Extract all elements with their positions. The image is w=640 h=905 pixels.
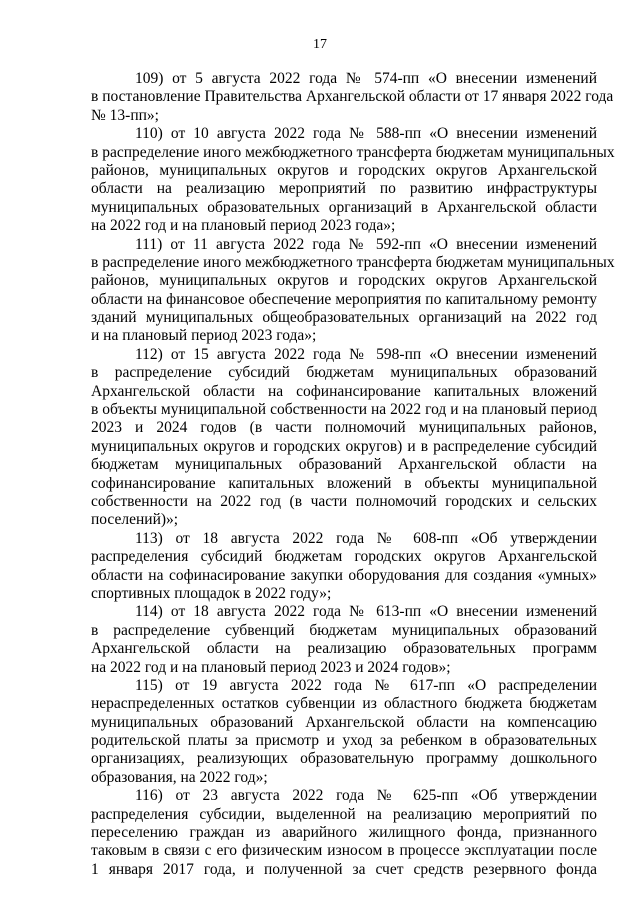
paragraph-line: в распределение субвенций бюджетам муниципальных образований: [91, 621, 597, 639]
paragraph-line: 114) от 18 августа 2022 года № 613-пп «О внесении изменений: [135, 603, 597, 621]
list-item-paragraph: [91, 677, 597, 787]
paragraph-line: нераспределенных остатков субвенции из областного бюджета бюджетам: [91, 695, 597, 713]
paragraph-line: 115) от 19 августа 2022 года № 617-пп «О распределении: [135, 676, 597, 694]
paragraph-line: в распределение субсидий бюджетам муниципальных образований: [91, 364, 597, 382]
paragraph-line: 2023 и 2024 годов (в части полномочий муниципальных районов,: [91, 419, 597, 437]
paragraph-line: 109) от 5 августа 2022 года № 574-пп «О внесении изменений: [135, 70, 597, 87]
paragraph-line: таковым в связи с его физическим износом в процессе эксплуатации после: [91, 842, 597, 860]
paragraph-line: софинансирование капитальных вложений в объекты муниципальной: [91, 474, 597, 492]
paragraph-line: в распределение иного межбюджетного трансферта бюджетам муниципальных: [91, 253, 615, 271]
paragraph-line: спортивных площадок в 2022 году»;: [91, 584, 332, 602]
paragraph-line: распределения субсидии, выделенной на реализацию мероприятий по: [91, 805, 597, 823]
list-item-paragraph: [91, 603, 597, 677]
paragraph-line: 111) от 11 августа 2022 года № 592-пп «О внесении изменений: [135, 235, 597, 253]
paragraph-line: Архангельской области на софинансирование капитальных вложений: [91, 382, 597, 400]
paragraph-line: 116) от 23 августа 2022 года № 625-пп «Об утверждении: [135, 787, 597, 805]
paragraph-line: 110) от 10 августа 2022 года № 588-пп «О внесении изменений: [135, 125, 597, 143]
page-number: 17: [313, 37, 327, 52]
paragraph-line: 113) от 18 августа 2022 года № 608-пп «Об утверждении: [135, 529, 597, 547]
list-item-paragraph: [91, 70, 614, 125]
paragraph-line: образования, на 2022 год»;: [91, 768, 268, 786]
paragraph-line: бюджетам муниципальных образований Архангельской области на: [91, 456, 597, 474]
paragraph-line: муниципальных округов и городских округов) и в распределение субсидий: [91, 437, 597, 455]
list-item-paragraph: [91, 125, 615, 235]
paragraph-line: области на софинасирование закупки оборудования для создания «умных»: [91, 566, 597, 584]
paragraph-line: в распределение иного межбюджетного трансферта бюджетам муниципальных: [91, 143, 615, 161]
paragraph-line: организациях, реализующих образовательную программу дошкольного: [91, 750, 597, 768]
paragraph-line: на 2022 год и на плановый период 2023 и 2024 годов»;: [91, 658, 451, 676]
list-item-paragraph: [91, 787, 597, 879]
paragraph-line: Архангельской области на реализацию образовательных программ: [91, 640, 597, 658]
paragraph-line: области на реализацию мероприятий по развитию инфраструктуры: [91, 180, 597, 198]
list-item-paragraph: [91, 235, 615, 346]
paragraph-line: районов, муниципальных округов и городских округов Архангельской: [91, 161, 597, 179]
paragraph-line: распределения субсидий бюджетам городских округов Архангельской: [91, 548, 597, 566]
paragraph-line: зданий муниципальных общеобразовательных организаций на 2022 год: [91, 309, 597, 327]
paragraph-line: № 13-пп»;: [91, 106, 159, 124]
paragraph-line: на 2022 год и на плановый период 2023 года»;: [91, 217, 396, 235]
paragraph-line: в объекты муниципальной собственности на 2022 год и на плановый период: [91, 401, 597, 419]
paragraph-line: муниципальных образовательных организаций в Архангельской области: [91, 198, 597, 216]
paragraph-line: 1 января 2017 года, и полученной за счет средств резервного фонда: [91, 860, 597, 878]
document-body: [91, 70, 615, 879]
paragraph-line: родительской платы за присмотр и уход за ребенком в образовательных: [91, 732, 597, 750]
paragraph-line: районов, муниципальных округов и городских округов Архангельской: [91, 272, 597, 290]
paragraph-line: поселений)»;: [91, 511, 179, 529]
list-item-paragraph: [91, 530, 597, 604]
paragraph-line: области на финансовое обеспечение мероприятия по капитальному ремонту: [91, 290, 597, 308]
paragraph-line: 112) от 15 августа 2022 года № 598-пп «О внесении изменений: [135, 345, 597, 363]
paragraph-line: переселению граждан из аварийного жилищного фонда, признанного: [91, 824, 597, 842]
paragraph-line: собственности на 2022 год (в части полномочий городских и сельских: [91, 492, 597, 510]
list-item-paragraph: [91, 346, 597, 530]
paragraph-line: муниципальных образований Архангельской области на компенсацию: [91, 713, 597, 731]
paragraph-line: и на плановый период 2023 года»;: [91, 327, 317, 345]
paragraph-line: в постановление Правительства Архангельской области от 17 января 2022 года: [91, 88, 614, 106]
